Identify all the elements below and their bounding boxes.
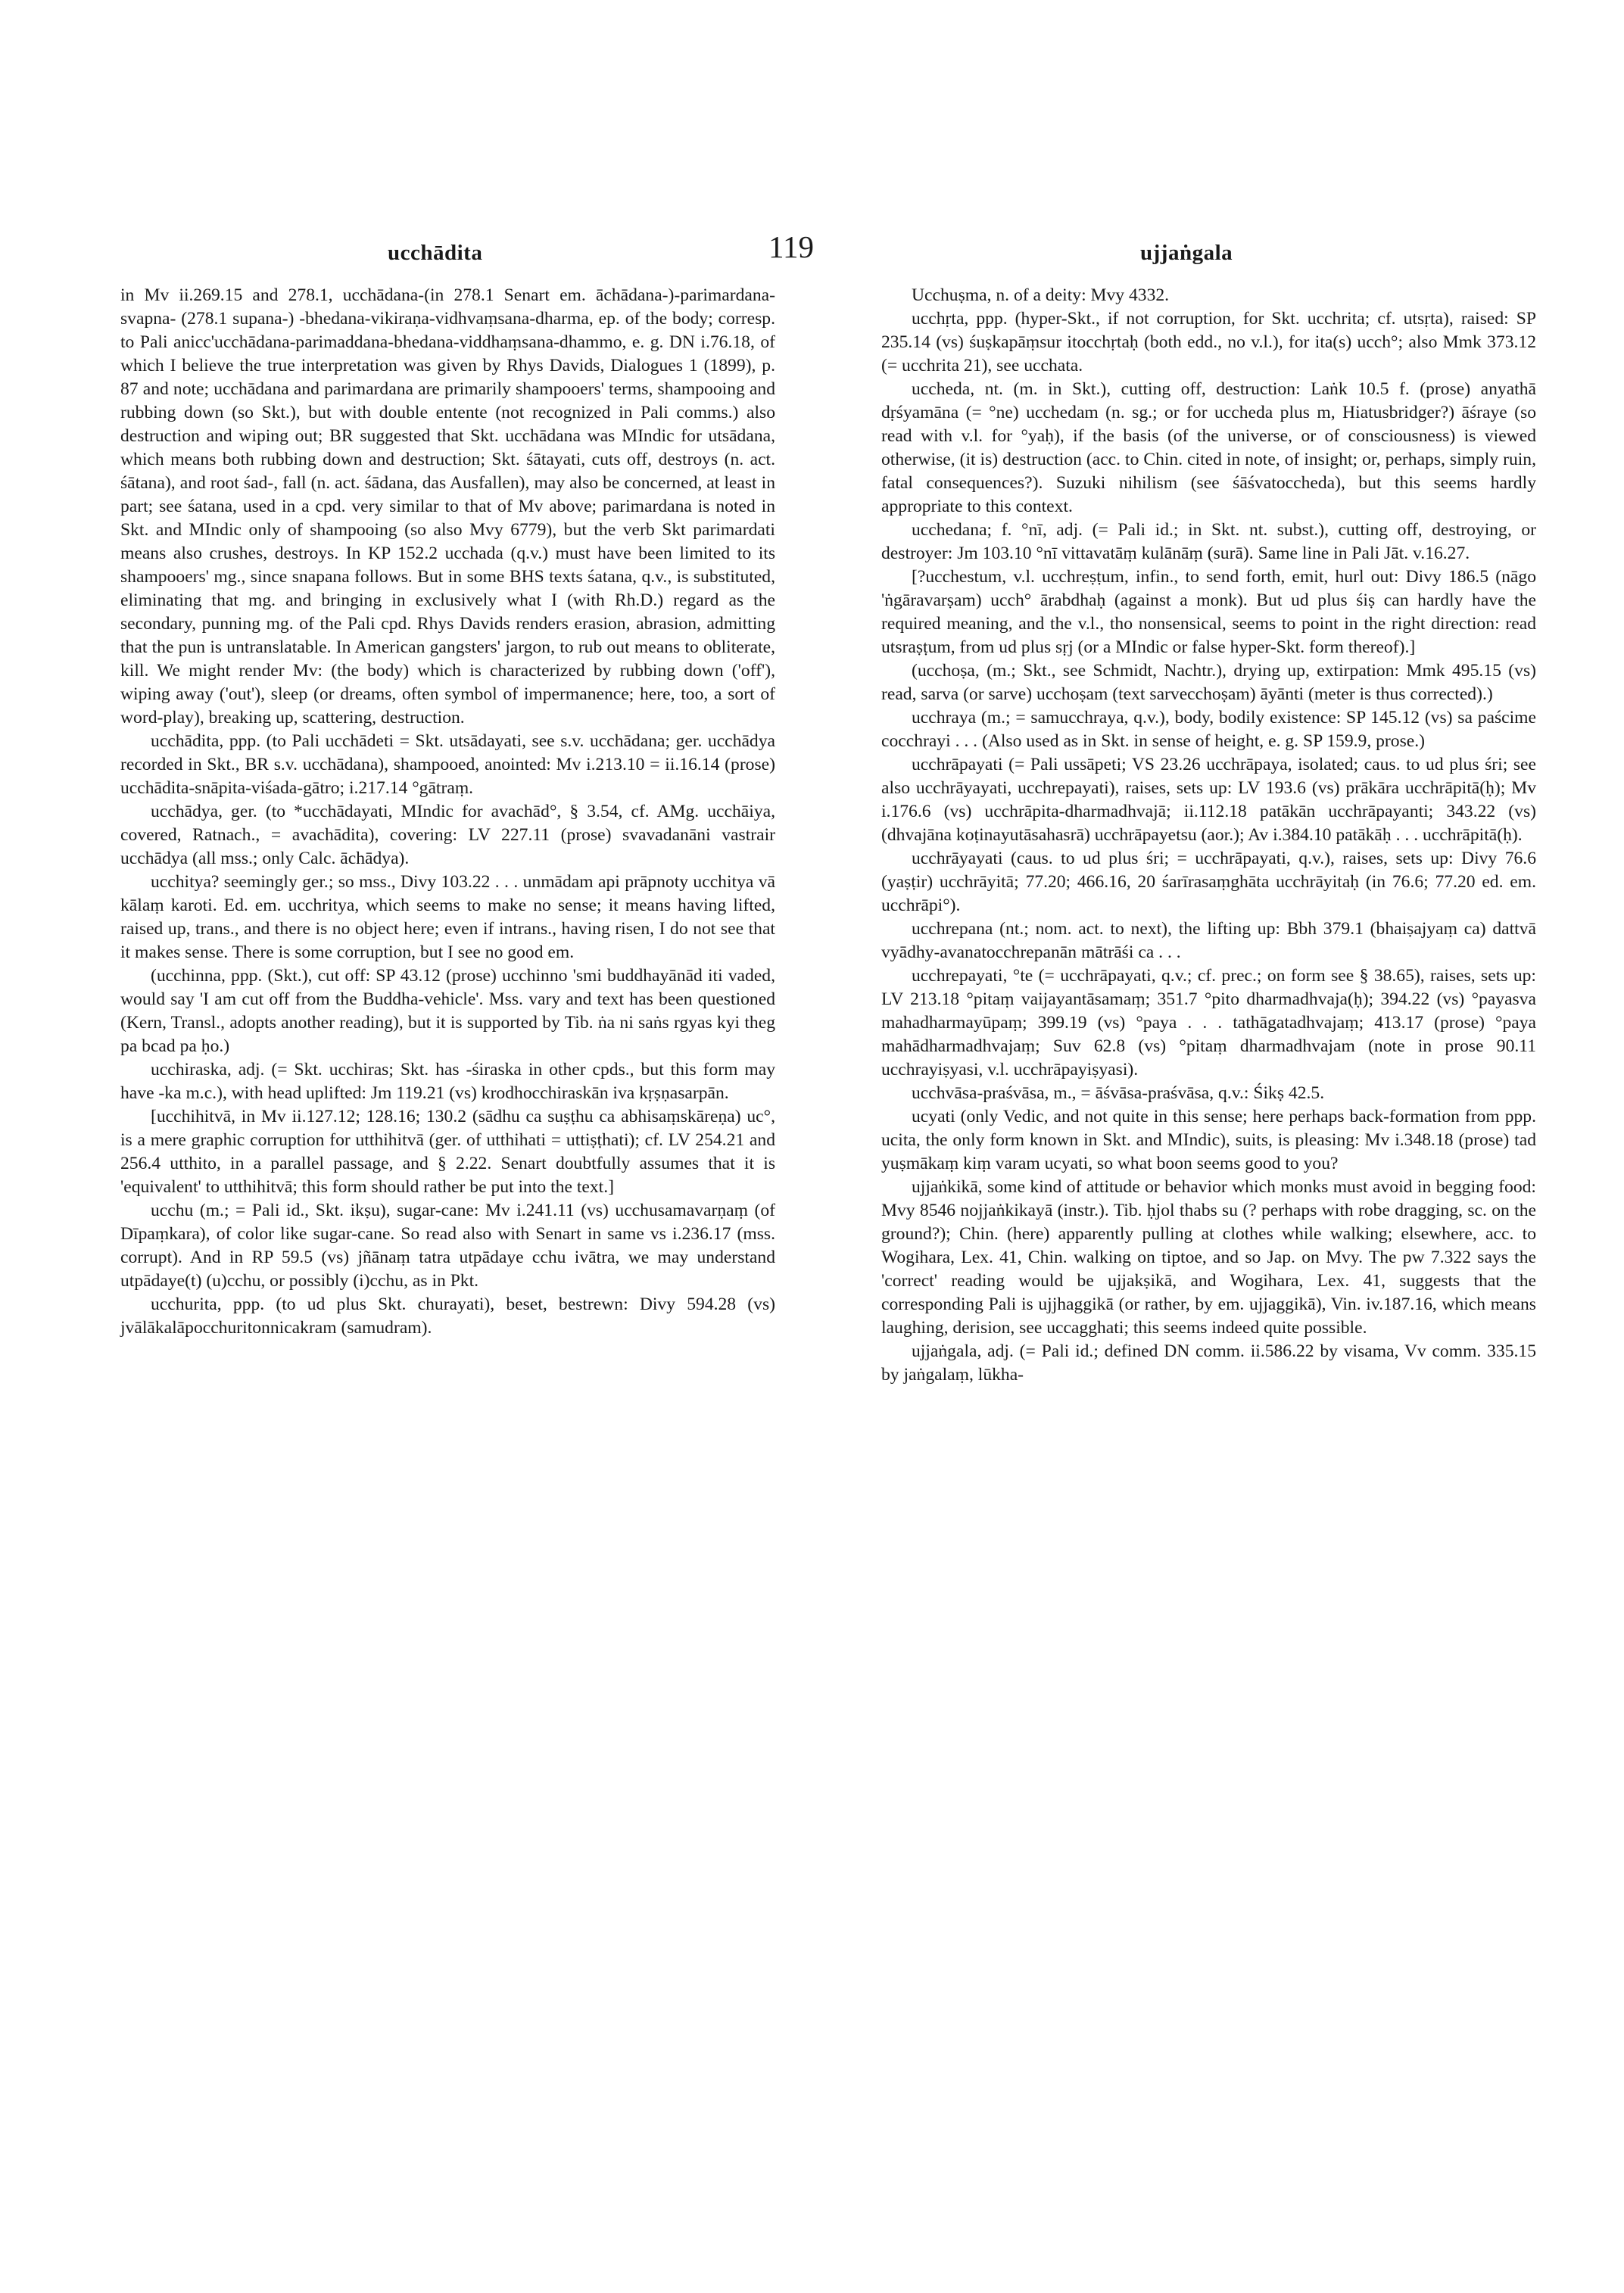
entry-ujjangala: ujjaṅgala, adj. (= Pali id.; defined DN comm. ii.586.22 by visama, Vv comm. 335.15 by jaṅgalaṃ, lūkha- <box>881 1341 1536 1385</box>
entry-ucchrta: ucchṛta, ppp. (hyper-Skt., if not corruption, for Skt. ucchrita; cf. utsṛta), raised: SP 235.14 (vs) śuṣkapāṃsur itocchṛtaḥ (both edd., no v.l.), for ita(s) ucch°; also Mmk 373.12 (= ucchrita 21), see ucchata. <box>881 309 1536 375</box>
entry-ucyati: ucyati (only Vedic, and not quite in this sense; here perhaps back-formation from ppp. ucita, the only form known in Skt. and MIndic), suits, is pleasing: Mv i.348.18 (prose) tad yuṣmākaṃ kiṃ varam ucyati, so what boon seems good to you? <box>881 1107 1536 1173</box>
entry-ucchurita: ucchurita, ppp. (to ud plus Skt. churayati), beset, bestrewn: Divy 594.28 (vs) jvālākalāpocchuritonnicakram (samudram). <box>120 1294 775 1338</box>
entry-ucchihitva: [ucchihitvā, in Mv ii.127.12; 128.16; 130.2 (sādhu ca suṣṭhu ca abhisaṃskāreṇa) uc°, is a mere graphic corruption for utthihitvā (ger. of utthihati = uttiṣṭhati); cf. LV 254.21 and 256.4 utthito, in a parallel passage, and § 2.22. Senart doubtfully assumes that it is 'equivalent' to utthihitvā; this form should rather be put into the text.] <box>120 1107 775 1197</box>
page-number: 119 <box>768 229 814 264</box>
entry-ucchadya: ucchādya, ger. (to *ucchādayati, MIndic for avachād°, § 3.54, cf. AMg. ucchāiya, covered, Ratnach., = avachādita), covering: LV 227.11 (prose) svavadanāni vastrair ucchādya (all mss.; only Calc. āchādya). <box>120 802 775 868</box>
running-head <box>0 224 1624 269</box>
entry-ucchu: ucchu (m.; = Pali id., Skt. ikṣu), sugar-cane: Mv i.241.11 (vs) ucchusamavarṇaṃ (of Dīpaṃkara), of color like sugar-cane. So read also with Senart in same vs i.236.17 (mss. corrupt). And in RP 59.5 (vs) jñānaṃ tatra utpādaye cchu ivātra, we may understand utpādaye(t) (u)cchu, or possibly (i)cchu, as in Pkt. <box>120 1201 775 1291</box>
entry-ucchrayayati: ucchrāyayati (caus. to ud plus śri; = ucchrāpayati, q.v.), raises, sets up: Divy 76.6 (yaṣṭir) ucchrāyitā; 77.20; 466.16, 20 śarīrasaṃghāta ucchrāyitaḥ (in 76.6; 77.20 ed. em. ucchrāpi°). <box>881 849 1536 915</box>
entry-ucchraya: ucchraya (m.; = samucchraya, q.v.), body, bodily existence: SP 145.12 (vs) sa paścime cocchrayi . . . (Also used as in Skt. in sense of height, e. g. SP 159.9, prose.) <box>881 708 1536 751</box>
entry-ucchrapayati: ucchrāpayati (= Pali ussāpeti; VS 23.26 ucchrāpaya, isolated; caus. to ud plus śri; see also ucchrāyayati, ucchrepayati), raises, sets up: LV 193.6 (vs) prākāra ucchrāpitā(ḥ); Mv i.176.6 (vs) ucchrāpita-dharmadhvajā; ii.112.18 patākān ucchrāpayanti; 343.22 (vs) (dhvajāna koṭinayutāsahasrā) ucchrāpayetsu (aor.); Av i.384.10 patākāḥ . . . ucchrāpitā(ḥ). <box>881 755 1536 845</box>
right-column <box>881 284 1536 1387</box>
entry-ucchrepana: ucchrepana (nt.; nom. act. to next), the lifting up: Bbh 379.1 (bhaiṣajyaṃ ca) dattvā vyādhy-avanatocchrepanān mātrāśi ca . . . <box>881 919 1536 962</box>
entry-ucchvasa-prasvasa: ucchvāsa-praśvāsa, m., = āśvāsa-praśvāsa, q.v.: Śikṣ 42.5. <box>912 1083 1325 1103</box>
left-column <box>120 284 775 1340</box>
entry-ucchusma: Ucchuṣma, n. of a deity: Mvy 4332. <box>912 285 1170 305</box>
entry-ucchadita: ucchādita, ppp. (to Pali ucchādeti = Skt. utsādayati, see s.v. ucchādana; ger. ucchādya recorded in Skt., BR s.v. ucchādana), shampooed, anointed: Mv i.213.10 = ii.16.14 (prose) ucchādita-snāpita-viśada-gātro; i.217.14 °gātraṃ. <box>120 731 775 798</box>
running-head-right: ujjaṅgala <box>1140 241 1233 265</box>
entry-ucchinna: (ucchinna, ppp. (Skt.), cut off: SP 43.12 (prose) ucchinno 'smi buddhayānād iti vaded, would say 'I am cut off from the Buddha-vehicle'. Mss. vary and text has been questioned (Kern, Transl., adopts another reading), but it is supported by Tib. ṅa ni saṅs rgyas kyi theg pa bcad pa ḥo.) <box>120 966 775 1056</box>
entry-ucchitya: ucchitya? seemingly ger.; so mss., Divy 103.22 . . . unmādam api prāpnoty ucchitya vā kālaṃ karoti. Ed. em. ucchritya, which seems to make no sense; it means having lifted, raised up, trans., and there is no object here; even if intrans., having risen, I do not see that it makes sense. There is some corruption, but I see no good em. <box>120 872 775 962</box>
entry-ujjankika: ujjaṅkikā, some kind of attitude or behavior which monks must avoid in begging food: Mvy 8546 nojjaṅkikayā (instr.). Tib. ḥjol thabs su (? perhaps with robe dragging, sc. on the ground?); Chin. (here) apparently pulling at clothes while walking; elsewhere, acc. to Wogihara, Lex. 41, Chin. walking on tiptoe, and so Jap. on Mvy. The pw 7.322 says the 'correct' reading would be ujjakṣikā, and Wogihara, Lex. 41, suggests that the corresponding Pali is ujjhaggikā (or rather, by em. ujjaggikā), Vin. iv.187.16, which means laughing, derision, see uccagghati; this seems indeed quite possible. <box>881 1177 1536 1338</box>
entry-ucchrepayati: ucchrepayati, °te (= ucchrāpayati, q.v.; cf. prec.; on form see § 38.65), raises, sets up: LV 213.18 °pitaṃ vaijayantāsamaṃ; 351.7 °pito dharmadhvaja(ḥ); 394.22 (vs) °payasva mahadharmayūpaṃ; 399.19 (vs) °paya . . . tathāgatadhvajaṃ; 413.17 (prose) °paya mahādharmadhvajaṃ; Suv 62.8 (vs) °pitaṃ dharmadhvajam (note in prose 90.11 ucchrayiṣyasi, v.l. ucchrāpayiṣyasi). <box>881 966 1536 1080</box>
entry-ucchestum: [?ucchestum, v.l. ucchreṣṭum, infin., to send forth, emit, hurl out: Divy 186.5 (nāgo 'ṅgāravarṣam) ucch° ārabdhaḥ (against a monk). But ud plus śiṣ can hardly have the required meaning, and the v.l., tho nonsensical, seems to point in the right direction: read utsraṣṭum, from ud plus sṛj (or a MIndic or false hyper-Skt. form thereof).] <box>881 567 1536 657</box>
entry-continuation: in Mv ii.269.15 and 278.1, ucchādana-(in 278.1 Senart em. āchādana-)-parimardana-svapna- (278.1 supana-) -bhedana-vikiraṇa-vidhvaṃsana-dharma, ep. of the body; corresp. to Pali anicc'ucchādana-parimaddana-bhedana-viddhaṃsana-dhammo, e. g. DN i.76.18, of which I believe the true interpretation was given by Rhys Davids, Dialogues 1 (1899), p. 87 and note; ucchādana and parimardana are primarily shampooers' terms, shampooing and rubbing down (so Skt.), but with double entente (not recognized in Pali comms.) also destruction and wiping out; BR suggested that Skt. ucchādana was MIndic for utsādana, which means both rubbing down and destruction; Skt. śātayati, cuts off, destroys (n. act. śātana), and root śad-, fall (n. act. śādana, das Ausfallen), may also be concerned, at least in part; see śatana, used in a cpd. very similar to that of Mv above; parimardana is noted in Skt. and MIndic only of shampooing (so also Mvy 6779), but the verb Skt parimardati means also crushes, destroys. In KP 152.2 ucchada (q.v.) must have been limited to its shampooers' mg., since snapana follows. But in some BHS texts śatana, q.v., is substituted, eliminating that mg. and bringing in exclusively what I (with Rh.D.) regard as the secondary, punning mg. of the Pali cpd. Rhys Davids renders erasion, abrasion, admitting that the pun is untranslatable. In American gangsters' jargon, to rub out means to obliterate, kill. We might render Mv: (the body) which is characterized by rubbing down ('off'), wiping away ('out'), sleep (or dreams, often symbol of impermanence; here, too, a sort of word-play), breaking up, scattering, destruction. <box>120 285 775 727</box>
entry-ucchosa: (ucchoṣa, (m.; Skt., see Schmidt, Nachtr.), drying up, extirpation: Mmk 495.15 (vs) read, sarva (or sarve) ucchoṣam (text sarvecchoṣam) āyānti (meter is thus corrected).) <box>881 661 1536 704</box>
entry-ucchedana: ucchedana; f. °nī, adj. (= Pali id.; in Skt. nt. subst.), cutting off, destroying, or destroyer: Jm 103.10 °nī vittavatāṃ kulānāṃ (surā). Same line in Pali Jāt. v.16.27. <box>881 520 1536 563</box>
running-head-left: ucchādita <box>388 241 483 265</box>
entry-uccheda: uccheda, nt. (m. in Skt.), cutting off, destruction: Laṅk 10.5 f. (prose) anyathā dṛśyamāna (= °ne) ucchedam (n. sg.; or for uccheda plus m, Hiatusbridger?) āśraye (so read with v.l. for °yaḥ), if the basis (of the universe, or of consciousness) is viewed otherwise, (it is) destruction (acc. to Chin. cited in note, of insight; or, perhaps, simply ruin, fatal consequences?). Suzuki nihilism (see śāśvatoccheda), but this seems hardly appropriate to this context. <box>881 379 1536 516</box>
entry-ucchiraska: ucchiraska, adj. (= Skt. ucchiras; Skt. has -śiraska in other cpds., but this form may have -ka m.c.), with head uplifted: Jm 119.21 (vs) krodhocchiraskān iva kṛṣṇasarpān. <box>120 1060 775 1103</box>
